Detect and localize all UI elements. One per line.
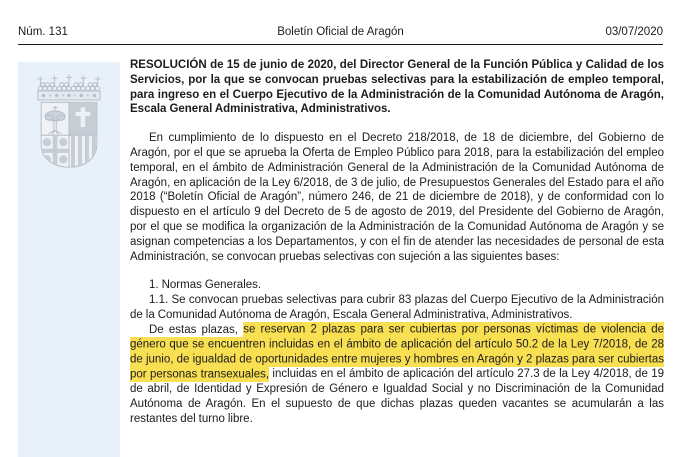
aragon-coat-of-arms-icon <box>28 68 110 168</box>
preamble-paragraph: En cumplimiento de lo dispuesto en el Decreto 218/2018, de 18 de diciembre, del Gobierno de Aragón, por el que se aprueba la Oferta de Empleo Público para 2018, para la estabilización del empleo temporal, en el ámbito de Administración General de la Administración de la Comunidad Autónoma de Aragón, en aplicación de la Ley 6/2018, de 3 de julio, de Presupuestos Generales del Estado para el año 2018 (“Boletín Oficial de Aragón”, número 246, de 21 de diciembre de 2018), y de conformidad con lo dispuesto en el artículo 9 del Decreto de 5 de agosto de 2019, del Presidente del Gobierno de Aragón, por el que se modifica la organización de la Administración de la Comunidad Autónoma de Aragón y se asignan competencias a los Departamentos, y con el fin de atender las necesidades de personal de esta Administración, se convocan pruebas selectivas con sujeción a las siguientes bases: <box>130 132 664 263</box>
text-before-highlight: De estas plazas, <box>149 323 244 336</box>
left-margin-strip <box>18 62 120 457</box>
text-after-highlight: incluidas en el ámbito de aplicación del artículo 27.3 de la Ley 4/2018, de 19 de abril, de Identidad y Expresión de Género e Igualdad Social y no Discriminación de la Comunidad Autónoma de Aragón. En el supuesto de que dichas plazas queden vacantes se acumularán a las restantes del turno libre. <box>130 368 664 425</box>
bulletin-title: Boletín Oficial de Aragón <box>277 26 404 38</box>
resolution-title: RESOLUCIÓN de 15 de junio de 2020, del Director General de la Función Pública y Calidad de los Servicios, por la que se convocan pruebas selectivas para la estabilización de empleo temporal, para ingreso en el Cuerpo Ejecutivo de la Administración de la Comunidad Autónoma de Aragón, Escala General Administrativa, Administrativos. <box>130 59 664 116</box>
clause-1-1: 1.1. Se convocan pruebas selectivas para cubrir 83 plazas del Cuerpo Ejecutivo de la Administración de la Comunidad Autónoma de Aragón, Escala General Administrativa, Administrativos. <box>130 294 664 321</box>
highlighted-text: se reservan 2 plazas para ser cubiertas por personas víctimas de violencia de género que se encuentren incluidas en el ámbito de aplicación del artículo 50.2 de la Ley 7/2018, de 28 de junio, de igualdad de oportunidades entre mujeres y hombres en Aragón y 2 plazas para ser cubiertas por personas transexuales, <box>130 323 664 381</box>
issue-number: Núm. 131 <box>18 26 68 38</box>
publication-date: 03/07/2020 <box>605 26 663 38</box>
resolution-text <box>130 58 664 426</box>
section-heading: 1. Normas Generales. <box>149 279 262 292</box>
reserved-places-paragraph <box>130 323 664 427</box>
header-divider <box>18 44 663 45</box>
page-header <box>18 26 663 38</box>
